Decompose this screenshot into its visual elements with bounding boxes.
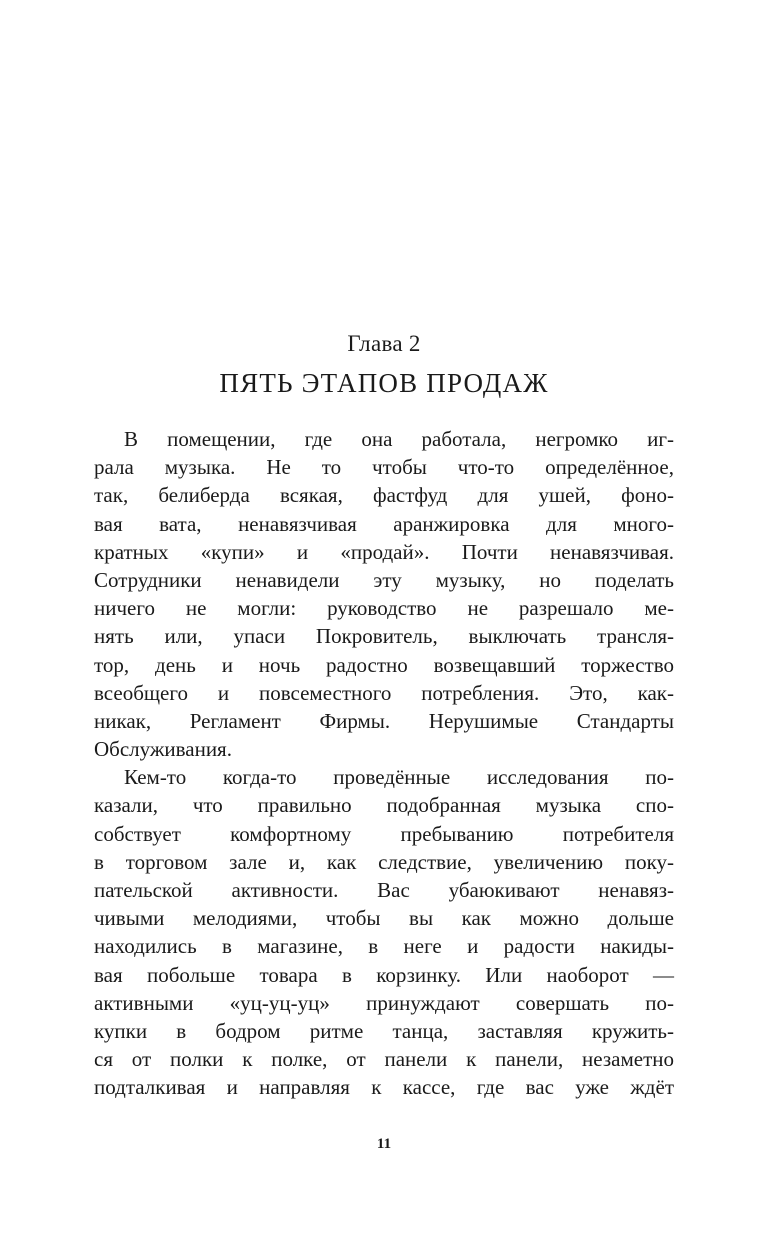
text-line: всеобщего и повсеместного потребления. Это, как- [94, 680, 674, 705]
text-line: в торговом зале и, как следствие, увеличению поку- [94, 849, 674, 874]
text-line: активными «уц-уц-уц» принуждают совершать по- [94, 990, 674, 1015]
text-line: так, белиберда всякая, фастфуд для ушей, фоно- [94, 483, 674, 508]
text-line: Кем-то когда-то проведённые исследования по- [124, 765, 674, 790]
paragraph-1 [94, 425, 674, 763]
page-number: 11 [376, 1136, 392, 1152]
text-line: никак, Регламент Фирмы. Нерушимые Стандарты [94, 708, 674, 733]
text-line: находились в магазине, в неге и радости накиды- [94, 934, 674, 959]
text-line: подталкивая и направляя к кассе, где вас уже ждёт [94, 1075, 674, 1100]
text-line: чивыми мелодиями, чтобы вы как можно дольше [94, 906, 674, 931]
text-line: Сотрудники ненавидели эту музыку, но поделать [94, 567, 674, 592]
text-line: кратных «купи» и «продай». Почти ненавязчивая. [94, 539, 674, 564]
body-text [94, 425, 674, 1102]
text-line: В помещении, где она работала, негромко иг- [124, 427, 674, 451]
text-line: купки в бодром ритме танца, заставляя кружить- [94, 1018, 674, 1043]
chapter-label: Глава 2 [347, 331, 421, 356]
text-line: казали, что правильно подобранная музыка спо- [94, 793, 674, 818]
text-line: ся от полки к полке, от панели к панели, незаметно [94, 1047, 674, 1072]
text-line: нять или, упаси Покровитель, выключать трансля- [94, 624, 674, 649]
chapter-title: ПЯТЬ ЭТАПОВ ПРОДАЖ [219, 368, 549, 398]
text-line: рала музыка. Не то чтобы что-то определённое, [94, 455, 674, 480]
paragraph-2 [94, 763, 674, 1101]
text-line: ничего не могли: руководство не разрешало ме- [94, 596, 674, 621]
text-line: вая вата, ненавязчивая аранжировка для много- [94, 511, 674, 536]
text-line: вая побольше товара в корзинку. Или наоборот — [94, 962, 674, 987]
text-line: Обслуживания. [94, 737, 232, 762]
text-line: тор, день и ночь радостно возвещавший торжество [94, 652, 674, 677]
text-line: пательской активности. Вас убаюкивают ненавяз- [94, 878, 674, 902]
text-line: собствует комфортному пребыванию потребителя [94, 821, 674, 846]
